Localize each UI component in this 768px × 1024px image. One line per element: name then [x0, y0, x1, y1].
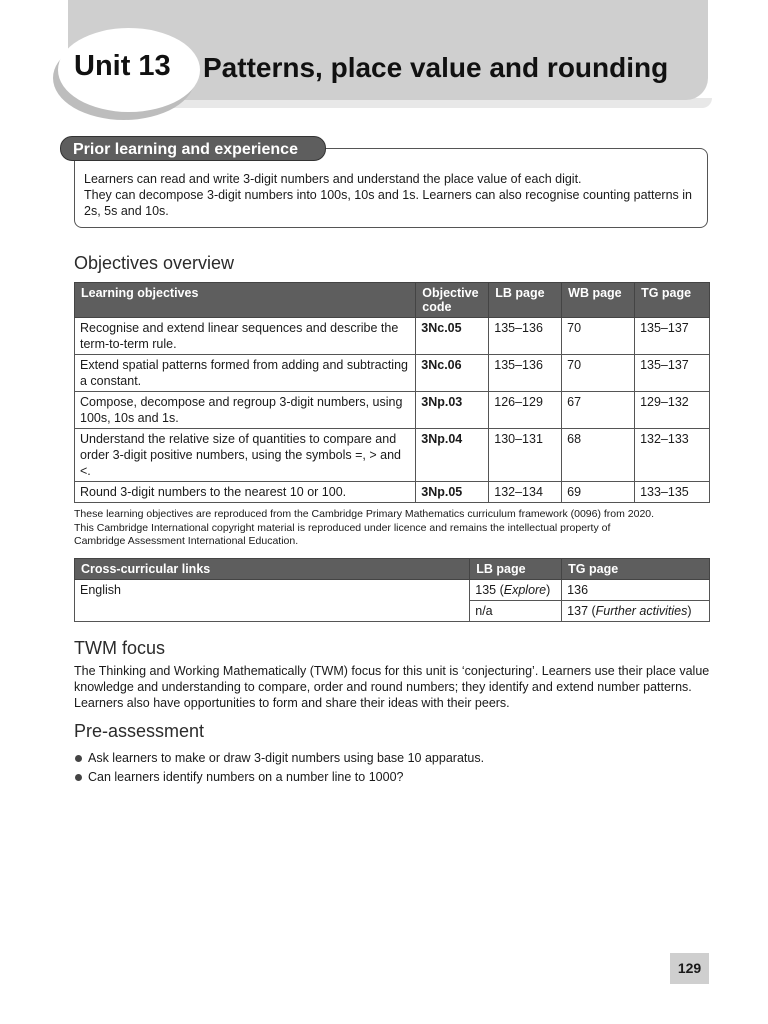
objective-code: 3Nc.06 [416, 355, 489, 392]
prior-learning-heading: Prior learning and experience [60, 136, 326, 161]
col-objective-code: Objective code [416, 283, 489, 318]
objectives-header-row [75, 283, 710, 318]
tg-page: 135–137 [635, 318, 710, 355]
wb-page: 69 [562, 482, 635, 503]
twm-heading: TWM focus [74, 638, 166, 658]
prior-learning-text [84, 171, 694, 219]
table-row [75, 429, 710, 482]
tg-page: 136 [562, 580, 710, 601]
objective-code: 3Np.04 [416, 429, 489, 482]
footnote-line: This Cambridge International copyright material is reproduced under licence and remains the intellectual property of [74, 521, 611, 534]
lb-page-number: 135 ( [475, 583, 504, 597]
tg-page [562, 601, 710, 622]
tg-page: 132–133 [635, 429, 710, 482]
col-tg-page: TG page [635, 283, 710, 318]
prior-line-1: Learners can read and write 3-digit numbers and understand the place value of each digit. [84, 172, 582, 186]
lb-page: 130–131 [489, 429, 562, 482]
objective-text: Round 3-digit numbers to the nearest 10 or 100. [75, 482, 416, 503]
col-learning-objectives: Learning objectives [75, 283, 416, 318]
objectives-footnote [74, 508, 714, 549]
table-row [75, 482, 710, 503]
table-row [75, 392, 710, 429]
table-row [75, 580, 710, 601]
unit-label: Unit 13 [74, 50, 171, 82]
cross-curricular-table [74, 558, 710, 622]
lb-page: 126–129 [489, 392, 562, 429]
twm-text: The Thinking and Working Mathematically (TWM) focus for this unit is ‘conjecturing’. Learners use their place value knowledge and understanding to compare, order and round numbers; they identify and extend number patterns. Learners also have opportunities to form and share their ideas with their peers. [74, 664, 710, 710]
list-item: Ask learners to make or draw 3-digit numbers using base 10 apparatus. [74, 749, 484, 768]
table-row [75, 355, 710, 392]
table-row [75, 318, 710, 355]
objective-text: Recognise and extend linear sequences and describe the term-to-term rule. [75, 318, 416, 355]
lb-page: 135–136 [489, 355, 562, 392]
objective-code: 3Np.03 [416, 392, 489, 429]
objective-text: Understand the relative size of quantities to compare and order 3-digit positive numbers, using the symbols =, > and <. [75, 429, 416, 482]
col-cross-curricular-links: Cross-curricular links [75, 559, 470, 580]
page-number: 129 [670, 953, 709, 984]
lb-page-activity: Explore [503, 583, 547, 597]
objective-code: 3Np.05 [416, 482, 489, 503]
wb-page: 70 [562, 355, 635, 392]
col-wb-page: WB page [562, 283, 635, 318]
cross-header-row [75, 559, 710, 580]
wb-page: 68 [562, 429, 635, 482]
footnote-line: Cambridge Assessment International Education. [74, 535, 299, 547]
tg-page-activity: Further activities [595, 604, 688, 618]
objective-text: Extend spatial patterns formed from adding and subtracting a constant. [75, 355, 416, 392]
prior-line-2: They can decompose 3-digit numbers into 100s, 10s and 1s. Learners can also recognise counting patterns in 2s, 5s and 10s. [84, 188, 693, 218]
tg-page: 129–132 [635, 392, 710, 429]
col-tg-page: TG page [562, 559, 710, 580]
tg-page-close: ) [687, 604, 692, 618]
tg-page: 135–137 [635, 355, 710, 392]
objectives-heading: Objectives overview [74, 253, 235, 273]
wb-page: 67 [562, 392, 635, 429]
preassessment-list [74, 749, 484, 787]
wb-page: 70 [562, 318, 635, 355]
lb-page [470, 580, 562, 601]
tg-page-number: 137 ( [567, 604, 596, 618]
objective-code: 3Nc.05 [416, 318, 489, 355]
page-title: Patterns, place value and rounding [203, 52, 669, 83]
col-lb-page: LB page [470, 559, 562, 580]
lb-page: 135–136 [489, 318, 562, 355]
objective-text: Compose, decompose and regroup 3-digit numbers, using 100s, 10s and 1s. [75, 392, 416, 429]
preassessment-heading: Pre-assessment [74, 721, 205, 741]
col-lb-page: LB page [489, 283, 562, 318]
list-item: Can learners identify numbers on a number line to 1000? [74, 768, 484, 787]
lb-page: 132–134 [489, 482, 562, 503]
lb-page-close: ) [546, 583, 551, 597]
lb-page: n/a [470, 601, 562, 622]
tg-page: 133–135 [635, 482, 710, 503]
cross-subject: English [75, 580, 470, 622]
footnote-line: These learning objectives are reproduced from the Cambridge Primary Mathematics curriculum framework (0096) from 2020. [74, 508, 655, 520]
objectives-table [74, 282, 710, 503]
